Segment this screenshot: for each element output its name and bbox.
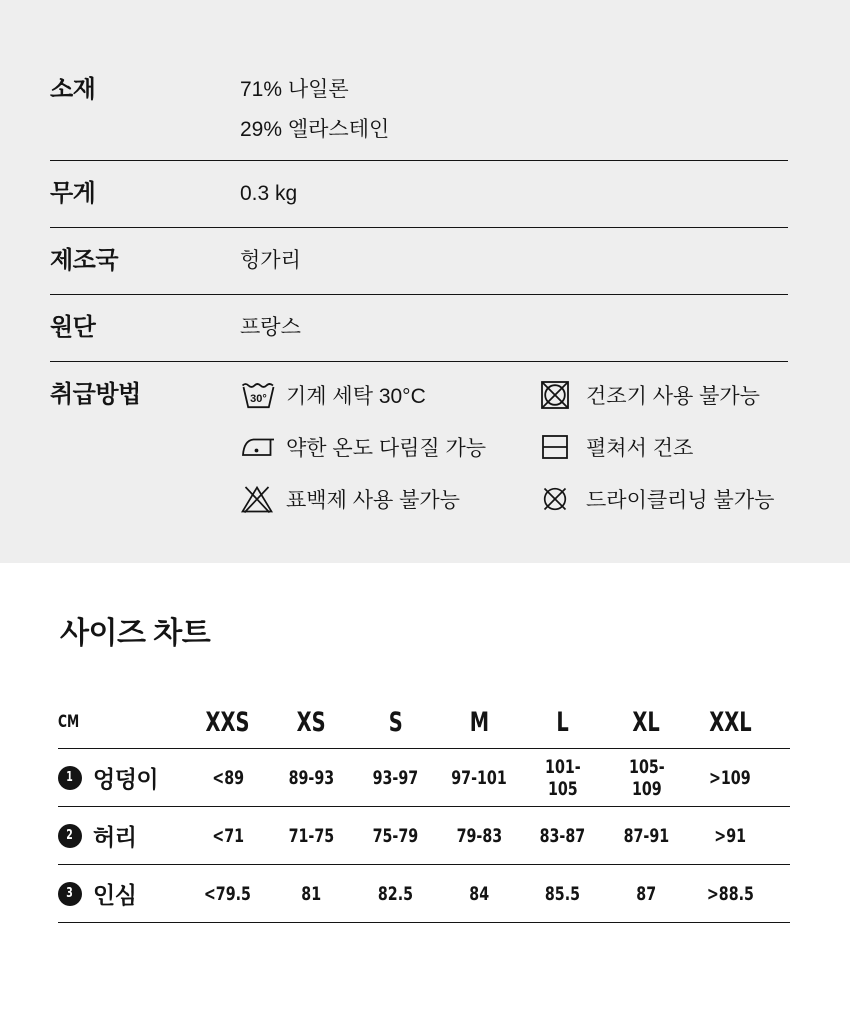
table-row-inseam bbox=[58, 865, 790, 923]
care-instructions-grid bbox=[240, 378, 774, 516]
spec-row-fabric bbox=[50, 295, 788, 362]
inseam-l-value: 85.5 bbox=[545, 882, 581, 905]
waist-row-label: 허리 bbox=[93, 824, 137, 850]
fabric-value: 프랑스 bbox=[240, 316, 301, 339]
table-row-hip bbox=[58, 749, 790, 807]
care-item-iron-low bbox=[240, 430, 540, 464]
col-header-m: M bbox=[469, 706, 489, 738]
waist-xxl-value: >91 bbox=[714, 824, 747, 847]
hip-m-value: 97-101 bbox=[451, 766, 507, 789]
hip-s-value: 93-97 bbox=[372, 766, 419, 789]
care-item-no-dry-clean bbox=[540, 482, 774, 516]
number-1-badge: 1 bbox=[58, 766, 82, 790]
care-text-no-dry-clean: 드라이클리닝 불가능 bbox=[586, 489, 775, 512]
country-label: 제조국 bbox=[50, 247, 119, 274]
fabric-label: 원단 bbox=[50, 314, 96, 341]
hip-xxs-value: <89 bbox=[211, 766, 244, 789]
col-header-l: L bbox=[556, 706, 569, 738]
care-text-no-tumble-dry: 건조기 사용 불가능 bbox=[586, 385, 760, 408]
waist-s-value: 75-79 bbox=[372, 824, 419, 847]
material-value-line1: 71% 나일론 bbox=[240, 78, 349, 101]
inseam-row-label: 인심 bbox=[93, 882, 137, 908]
inseam-s-value: 82.5 bbox=[377, 882, 413, 905]
care-text-no-bleach: 표백제 사용 불가능 bbox=[286, 489, 460, 512]
hip-xl-value: 105-109 bbox=[628, 755, 665, 800]
dry-flat-icon bbox=[540, 432, 586, 462]
machine-wash-30-icon bbox=[240, 380, 286, 410]
material-label: 소재 bbox=[50, 76, 96, 103]
spec-row-weight bbox=[50, 161, 788, 228]
no-tumble-dry-icon bbox=[540, 380, 586, 410]
waist-xxs-value: <71 bbox=[211, 824, 244, 847]
table-row-waist bbox=[58, 807, 790, 865]
care-text-iron-low: 약한 온도 다림질 가능 bbox=[286, 437, 487, 460]
care-text-dry-flat: 펼쳐서 건조 bbox=[586, 437, 694, 460]
country-value: 헝가리 bbox=[240, 249, 301, 272]
waist-xl-value: 87-91 bbox=[623, 824, 670, 847]
col-header-xxl: XXL bbox=[708, 706, 752, 738]
hip-xs-value: 89-93 bbox=[288, 766, 335, 789]
col-header-s: S bbox=[388, 706, 403, 738]
care-text-machine-wash: 기계 세탁 30°C bbox=[286, 385, 426, 408]
hip-row-label-cell bbox=[58, 761, 186, 794]
iron-low-temp-icon bbox=[240, 432, 286, 462]
svg-text:30°: 30° bbox=[250, 393, 267, 405]
waist-xs-value: 71-75 bbox=[288, 824, 335, 847]
care-item-no-bleach bbox=[240, 482, 540, 516]
size-chart-table bbox=[58, 696, 790, 923]
weight-value: 0.3 kg bbox=[240, 182, 298, 205]
inseam-xxs-value: <79.5 bbox=[204, 882, 252, 905]
care-item-dry-flat bbox=[540, 430, 774, 464]
care-label: 취급방법 bbox=[50, 381, 141, 408]
waist-l-value: 83-87 bbox=[539, 824, 586, 847]
no-dry-clean-icon bbox=[540, 484, 586, 514]
inseam-xxl-value: >88.5 bbox=[706, 882, 754, 905]
size-chart-section bbox=[0, 608, 850, 923]
inseam-xs-value: 81 bbox=[301, 882, 322, 905]
unit-label: CM bbox=[58, 712, 80, 732]
material-values bbox=[240, 70, 389, 160]
col-header-xs: XS bbox=[297, 706, 327, 738]
col-header-xl: XL bbox=[632, 706, 661, 738]
spec-row-care bbox=[50, 362, 788, 516]
unit-cell bbox=[58, 712, 186, 732]
material-value-line2: 29% 엘라스테인 bbox=[240, 118, 390, 141]
hip-row-label: 엉덩이 bbox=[93, 766, 159, 792]
inseam-xl-value: 87 bbox=[636, 882, 657, 905]
spec-row-material bbox=[50, 70, 788, 161]
care-item-no-tumble-dry bbox=[540, 378, 774, 412]
size-chart-title: 사이즈 차트 bbox=[60, 617, 211, 650]
inseam-row-label-cell bbox=[58, 877, 186, 910]
care-item-machine-wash bbox=[240, 378, 540, 412]
spec-row-country bbox=[50, 228, 788, 295]
col-header-xxs: XXS bbox=[205, 706, 250, 738]
hip-l-value: 101-105 bbox=[544, 755, 581, 800]
hip-xxl-value: >109 bbox=[709, 766, 752, 789]
number-2-badge: 2 bbox=[58, 824, 82, 848]
no-bleach-icon bbox=[240, 484, 286, 514]
number-3-badge: 3 bbox=[58, 882, 82, 906]
size-table-header-row bbox=[58, 696, 790, 749]
weight-label: 무게 bbox=[50, 180, 96, 207]
waist-m-value: 79-83 bbox=[456, 824, 502, 847]
inseam-m-value: 84 bbox=[469, 882, 489, 905]
waist-row-label-cell bbox=[58, 819, 186, 852]
